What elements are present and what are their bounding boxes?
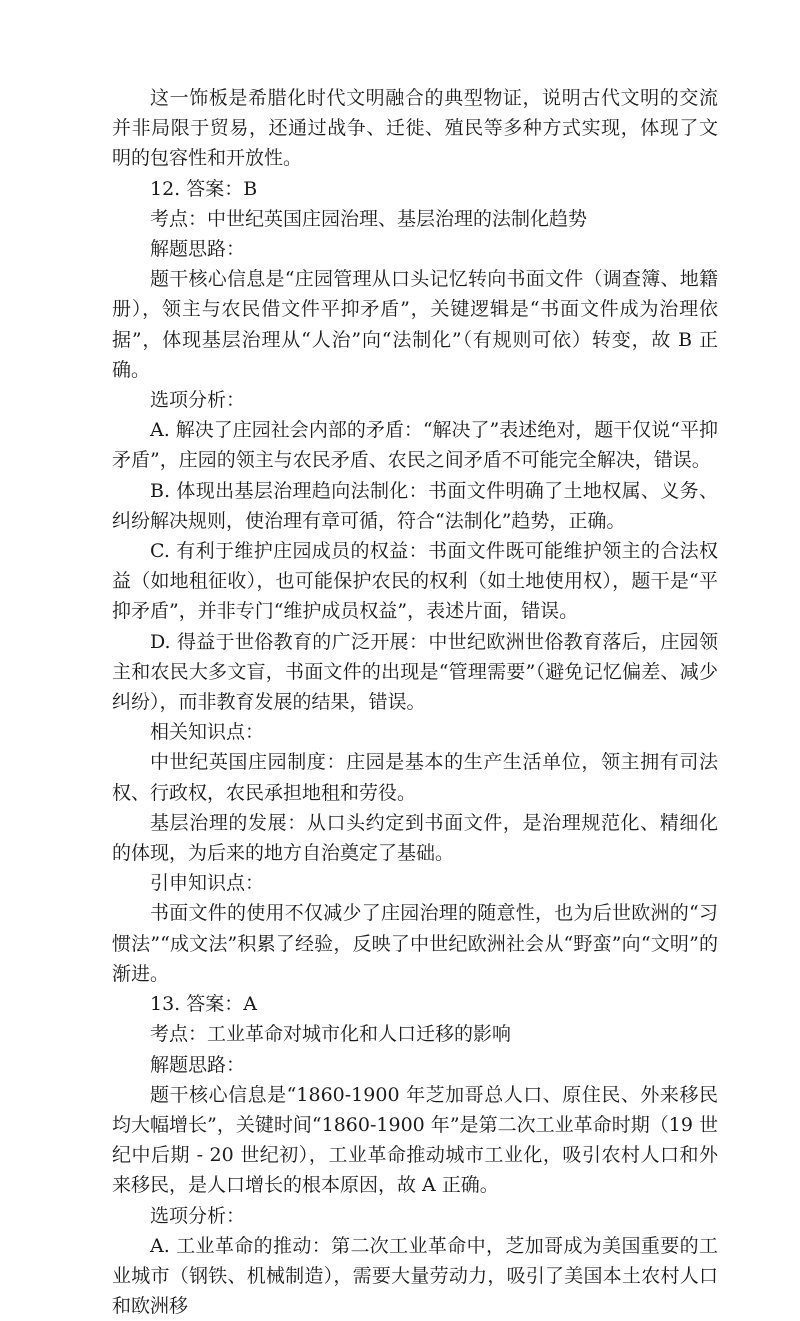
solution-idea-12: 题干核心信息是“庄园管理从口头记忆转向书面文件（调查簿、地籍册），领主与农民借文件平抑矛盾”，关键逻辑是“书面文件成为治理依据”，体现基层治理从“人治”向“法制化”（有规则可依）转变，故 B 正确。 <box>112 268 718 381</box>
option-c-12: C. 有利于维护庄园成员的权益：书面文件既可能维护领主的合法权益（如地租征收），也可能保护农民的权利（如土地使用权），题干是“平抑矛盾”，并非专门“维护成员权益”，表述片面，错误。 <box>112 540 718 623</box>
exam-point-12: 考点：中世纪英国庄园治理、基层治理的法制化趋势 <box>150 207 588 230</box>
answer-12-heading: 12. 答案：B <box>150 177 258 200</box>
option-analysis-label-13: 选项分析： <box>150 1204 246 1227</box>
exam-point-13: 考点：工业革命对城市化和人口迁移的影响 <box>150 1023 512 1046</box>
option-analysis-label-12: 选项分析： <box>150 389 246 412</box>
option-a-13: A. 工业革命的推动：第二次工业革命中，芝加哥成为美国重要的工业城市（钢铁、机械制造），需要大量劳动力，吸引了美国本土农村人口和欧洲移 <box>112 1234 718 1318</box>
option-a-12: A. 解决了庄园社会内部的矛盾：“解决了”表述绝对，题干仅说“平抑矛盾”，庄园的领主与农民矛盾、农民之间矛盾不可能完全解决，错误。 <box>112 419 718 472</box>
extended-knowledge-label-12: 引申知识点： <box>150 872 265 895</box>
solution-idea-label-12: 解题思路： <box>150 238 246 261</box>
related-knowledge-1: 中世纪英国庄园制度：庄园是基本的生产生活单位，领主拥有司法权、行政权，农民承担地租和劳役。 <box>112 751 718 804</box>
paragraph-conclusion: 这一饰板是希腊化时代文明融合的典型物证，说明古代文明的交流并非局限于贸易，还通过战争、迁徙、殖民等多种方式实现，体现了文明的包容性和开放性。 <box>112 87 718 170</box>
answer-13-heading: 13. 答案：A <box>150 993 257 1016</box>
related-knowledge-label-12: 相关知识点： <box>150 721 265 744</box>
option-d-12: D. 得益于世俗教育的广泛开展：中世纪欧洲世俗教育落后，庄园领主和农民大多文盲，书面文件的出现是“管理需要”（避免记忆偏差、减少纠纷），而非教育发展的结果，错误。 <box>112 630 718 714</box>
related-knowledge-2: 基层治理的发展：从口头约定到书面文件，是治理规范化、精细化的体现，为后来的地方自治奠定了基础。 <box>112 811 718 865</box>
solution-idea-13: 题干核心信息是“1860-1900 年芝加哥总人口、原住民、外来移民均大幅增长”，关键时间“1860-1900 年”是第二次工业革命时期（19 世纪中后期 - 20 世纪初），工业革命推动城市工业化，吸引农村人口和外来移民，是人口增长的根本原因，故 A 正确。 <box>112 1083 718 1197</box>
extended-knowledge-12: 书面文件的使用不仅减少了庄园治理的随意性，也为后世欧洲的“习惯法”“成文法”积累了经验，反映了中世纪欧洲社会从“野蛮”向“文明”的渐进。 <box>112 902 718 985</box>
solution-idea-label-13: 解题思路： <box>150 1053 246 1076</box>
option-b-12: B. 体现出基层治理趋向法制化：书面文件明确了土地权属、义务、纠纷解决规则，使治理有章可循，符合“法制化”趋势，正确。 <box>112 479 718 532</box>
